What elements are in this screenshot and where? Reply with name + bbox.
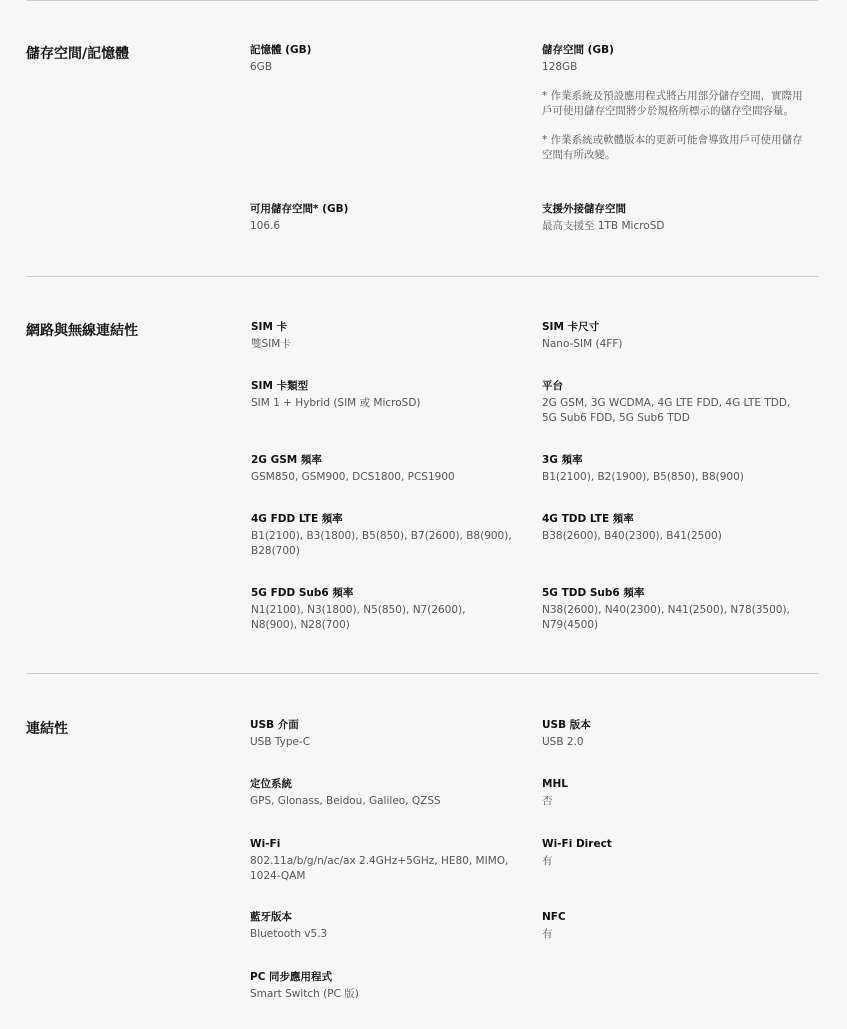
spec-mhl [542, 777, 804, 809]
spec-value: 否 [542, 795, 553, 807]
spec-note: * 作業系統及預設應用程式將占用部分儲存空間，實際用戶可使用儲存空間將少於規格所標示的儲存空間容量。 [542, 90, 803, 117]
spec-value: 有 [542, 855, 553, 867]
spec-label: 記憶體 (GB) [250, 44, 312, 56]
spec-value: 有 [542, 928, 553, 940]
spec-value: Smart Switch (PC 版) [250, 988, 359, 1000]
spec-4g-tdd [542, 512, 804, 544]
spec-value: B1(2100), B2(1900), B5(850), B8(900) [542, 471, 744, 483]
section-title-storage: 儲存空間/記憶體 [26, 46, 130, 62]
spec-value: 雙SIM卡 [251, 338, 291, 350]
spec-nfc [542, 910, 804, 942]
spec-storage [542, 43, 804, 163]
spec-label: 可用儲存空間* (GB) [250, 203, 349, 215]
spec-4g-fdd [251, 512, 513, 559]
spec-sim-size [542, 320, 804, 352]
spec-value: SIM 1 + Hybrid (SIM 或 MicroSD) [251, 397, 421, 409]
spec-label: 儲存空間 (GB) [542, 44, 614, 56]
spec-location [250, 777, 512, 809]
spec-value: 2G GSM, 3G WCDMA, 4G LTE FDD, 4G LTE TDD, 5G Sub6 FDD, 5G Sub6 TDD [542, 397, 791, 424]
spec-label: 5G TDD Sub6 頻率 [542, 587, 645, 599]
spec-label: Wi-Fi Direct [542, 838, 612, 850]
spec-platform [542, 379, 804, 426]
spec-note: * 作業系統或軟體版本的更新可能會導致用戶可使用儲存空間有所改變。 [542, 134, 803, 161]
spec-value: GSM850, GSM900, DCS1800, PCS1900 [251, 471, 455, 483]
spec-label: 5G FDD Sub6 頻率 [251, 587, 354, 599]
spec-5g-tdd [542, 586, 804, 633]
spec-wifi [250, 837, 512, 884]
spec-bluetooth [250, 910, 512, 942]
spec-label: 2G GSM 頻率 [251, 454, 322, 466]
spec-label: NFC [542, 911, 566, 923]
spec-label: SIM 卡尺寸 [542, 321, 600, 333]
spec-label: SIM 卡類型 [251, 380, 309, 392]
spec-usb-interface [250, 718, 512, 750]
spec-value: B38(2600), B40(2300), B41(2500) [542, 530, 722, 542]
spec-value: USB Type-C [250, 736, 311, 748]
section-title-network: 網路與無線連結性 [26, 323, 138, 339]
spec-label: 平台 [542, 380, 563, 392]
spec-label: 定位系統 [250, 778, 292, 790]
spec-2g-gsm [251, 453, 513, 485]
spec-value: N38(2600), N40(2300), N41(2500), N78(3500), N79(4500) [542, 604, 790, 631]
spec-5g-fdd [251, 586, 513, 633]
section-title-connectivity: 連結性 [26, 721, 68, 737]
spec-value: 6GB [250, 61, 273, 73]
spec-value: 最高支援至 1TB MicroSD [542, 220, 665, 232]
spec-label: 支援外接儲存空間 [542, 203, 626, 215]
section-divider [26, 276, 818, 277]
spec-value: B1(2100), B3(1800), B5(850), B7(2600), B8(900), B28(700) [251, 530, 512, 557]
spec-wifi-direct [542, 837, 804, 869]
spec-memory [250, 43, 512, 75]
spec-label: 3G 頻率 [542, 454, 583, 466]
section-divider [26, 673, 818, 674]
spec-label: Wi-Fi [250, 838, 281, 850]
spec-value: 128GB [542, 61, 578, 73]
spec-sim [251, 320, 513, 352]
spec-sim-type [251, 379, 513, 411]
spec-available-storage [250, 202, 512, 234]
spec-label: USB 介面 [250, 719, 299, 731]
spec-label: 藍牙版本 [250, 911, 292, 923]
spec-3g [542, 453, 804, 485]
spec-label: SIM 卡 [251, 321, 288, 333]
spec-value: USB 2.0 [542, 736, 584, 748]
spec-label: USB 版本 [542, 719, 591, 731]
spec-value: 106.6 [250, 220, 281, 232]
spec-value: Bluetooth v5.3 [250, 928, 328, 940]
spec-label: PC 同步應用程式 [250, 971, 333, 983]
spec-value: GPS, Glonass, Beidou, Galileo, QZSS [250, 795, 441, 807]
spec-external-storage [542, 202, 804, 234]
spec-usb-version [542, 718, 804, 750]
spec-label: 4G TDD LTE 頻率 [542, 513, 634, 525]
spec-label: 4G FDD LTE 頻率 [251, 513, 343, 525]
spec-pc-sync [250, 970, 512, 1002]
top-divider [26, 0, 818, 1]
spec-value: 802.11a/b/g/n/ac/ax 2.4GHz+5GHz, HE80, MIMO, 1024-QAM [250, 855, 509, 882]
spec-value: N1(2100), N3(1800), N5(850), N7(2600), N8(900), N28(700) [251, 604, 466, 631]
spec-value: Nano-SIM (4FF) [542, 338, 623, 350]
spec-label: MHL [542, 778, 568, 790]
